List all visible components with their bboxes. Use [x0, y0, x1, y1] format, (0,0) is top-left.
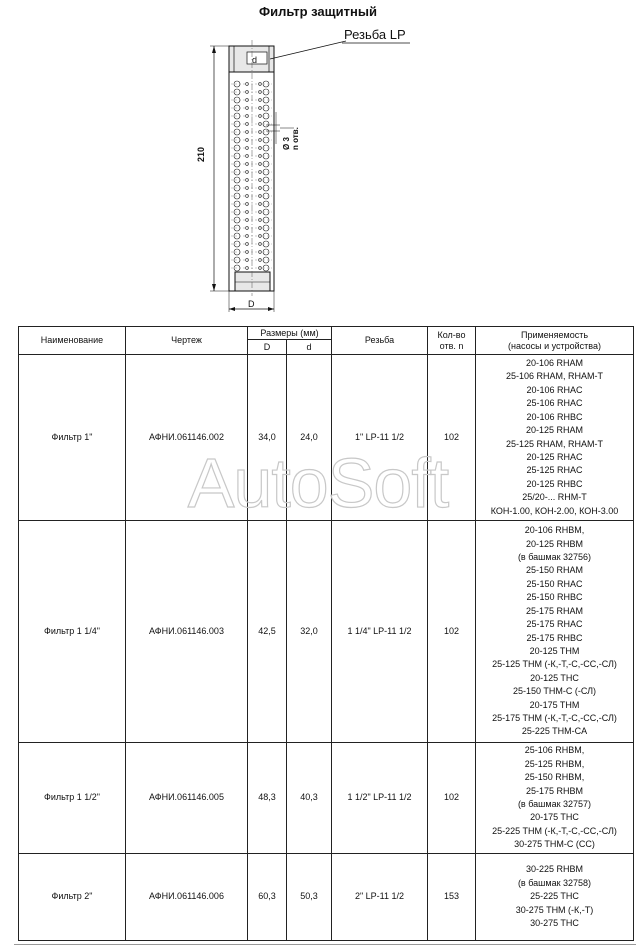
filter-holes — [231, 81, 272, 271]
outer-diameter-label: D — [248, 299, 255, 309]
cell-d: 32,0 — [287, 521, 332, 743]
table-row — [19, 743, 634, 854]
applicability-item: 25-125 THM (-К,-Т,-С,-СС,-СЛ) — [492, 659, 617, 670]
applicability-item: 20-125 RHBM — [525, 538, 584, 549]
applicability-item: 25-175 RHBM — [525, 785, 584, 796]
cell-name: Фильтр 1 1/4" — [19, 521, 126, 743]
cell-thread: 1 1/2" LP-11 1/2 — [332, 743, 428, 854]
cell-d: 24,0 — [287, 355, 332, 521]
applicability-item: 25-175 RHAC — [526, 619, 583, 630]
applicability-item: 20-125 RHBC — [526, 478, 583, 489]
cell-drawing: АФНИ.061146.005 — [126, 743, 248, 854]
applicability-item: 25-225 THM (-К,-Т,-С,-СС,-СЛ) — [492, 825, 617, 836]
applicability-item: КОН-1.00, КОН-2.00, КОН-3.00 — [490, 505, 619, 516]
cell-holes: 153 — [428, 854, 476, 941]
header-size-d: d — [287, 340, 332, 355]
cell-name: Фильтр 2" — [19, 854, 126, 941]
cell-applicability — [476, 521, 634, 743]
cell-d: 50,3 — [287, 854, 332, 941]
header-sizes: Размеры (мм) — [248, 327, 332, 340]
header-holes: Кол-во отв. n — [428, 327, 476, 355]
applicability-item: 25-150 RHAC — [526, 578, 583, 589]
applicability-item: 25-106 RHBM, — [524, 745, 585, 756]
applicability-item: 20-175 THM — [529, 699, 580, 710]
applicability-item: 25-106 RHAM, RHAM-T — [505, 371, 604, 382]
watermark: AutoSoft — [187, 444, 449, 522]
applicability-item: 25-125 RHAM, RHAM-T — [505, 438, 604, 449]
cell-D: 34,0 — [248, 355, 287, 521]
applicability-item: 30-275 THC — [530, 918, 579, 929]
bottom-rule — [14, 944, 636, 945]
cell-D: 42,5 — [248, 521, 287, 743]
applicability-item: 25-175 RHAM — [525, 605, 584, 616]
applicability-item: 25-175 THM (-К,-Т,-С,-СС,-СЛ) — [492, 712, 617, 723]
length-dimension-label: 210 — [196, 146, 206, 162]
applicability-item: (в башмак 32758) — [517, 877, 592, 888]
applicability-item: 30-275 THM-C (CC) — [514, 839, 595, 850]
applicability-item: 25-150 RHBC — [526, 592, 583, 603]
cell-holes: 102 — [428, 743, 476, 854]
cell-holes: 102 — [428, 355, 476, 521]
applicability-item: 30-275 THM (-К,-Т) — [515, 904, 594, 915]
cell-holes: 102 — [428, 521, 476, 743]
applicability-item: 20-106 RHAC — [526, 384, 583, 395]
cell-thread: 1" LP-11 1/2 — [332, 355, 428, 521]
table-row — [19, 854, 634, 941]
applicability-item: 25-225 THM-CA — [521, 726, 588, 737]
applicability-item: 25-106 RHAC — [526, 398, 583, 409]
cell-drawing: АФНИ.061146.003 — [126, 521, 248, 743]
header-name: Наименование — [19, 327, 126, 355]
thread-callout-label: Резьба LP — [344, 27, 406, 42]
cell-name: Фильтр 1" — [19, 355, 126, 521]
header-size-D: D — [248, 340, 287, 355]
applicability-item: 20-125 RHAM — [525, 425, 584, 436]
applicability-item: 25/20-... RHM-T — [522, 492, 587, 503]
header-drawing: Чертеж — [126, 327, 248, 355]
cell-thread: 2" LP-11 1/2 — [332, 854, 428, 941]
applicability-item: 25-150 THM-C (-СЛ) — [513, 686, 596, 697]
applicability-item: 25-225 THC — [530, 891, 579, 902]
applicability-item: 20-106 RHBM, — [524, 525, 585, 536]
cell-drawing: АФНИ.061146.006 — [126, 854, 248, 941]
cell-d: 40,3 — [287, 743, 332, 854]
applicability-item: 20-125 THC — [530, 672, 579, 683]
cell-D: 48,3 — [248, 743, 287, 854]
table-row — [19, 355, 634, 521]
inner-diameter-label: d — [252, 55, 258, 65]
cell-applicability — [476, 743, 634, 854]
applicability-item: 25-125 RHAC — [526, 465, 583, 476]
cell-applicability — [476, 355, 634, 521]
applicability-item: 30-225 RHBM — [525, 864, 584, 875]
cell-drawing: АФНИ.061146.002 — [126, 355, 248, 521]
applicability-item: 20-106 RHBC — [526, 411, 583, 422]
header-thread: Резьба — [332, 327, 428, 355]
cell-applicability — [476, 854, 634, 941]
filter-spec-table — [18, 326, 634, 941]
cell-thread: 1 1/4" LP-11 1/2 — [332, 521, 428, 743]
cell-D: 60,3 — [248, 854, 287, 941]
applicability-item: 25-175 RHBC — [526, 632, 583, 643]
page-title: Фильтр защитный — [259, 4, 377, 19]
applicability-item: 25-150 RHAM — [525, 565, 584, 576]
applicability-item: 20-106 RHAM — [525, 358, 584, 369]
applicability-item: 25-150 RHBM, — [524, 772, 585, 783]
applicability-item: 25-125 RHBM, — [524, 758, 585, 769]
filter-drawing — [0, 0, 636, 320]
applicability-item: (в башмак 32756) — [517, 552, 592, 563]
applicability-item: 20-125 RHAC — [526, 451, 583, 462]
header-apply: Применяемость (насосы и устройства) — [476, 327, 634, 355]
applicability-item: (в башмак 32757) — [517, 799, 592, 809]
applicability-item: 20-125 THM — [529, 645, 580, 656]
applicability-item: 20-175 THC — [530, 812, 579, 823]
table-row — [19, 521, 634, 743]
hole-dimension-label: Ø 3 n отв. — [282, 127, 300, 150]
cell-name: Фильтр 1 1/2" — [19, 743, 126, 854]
